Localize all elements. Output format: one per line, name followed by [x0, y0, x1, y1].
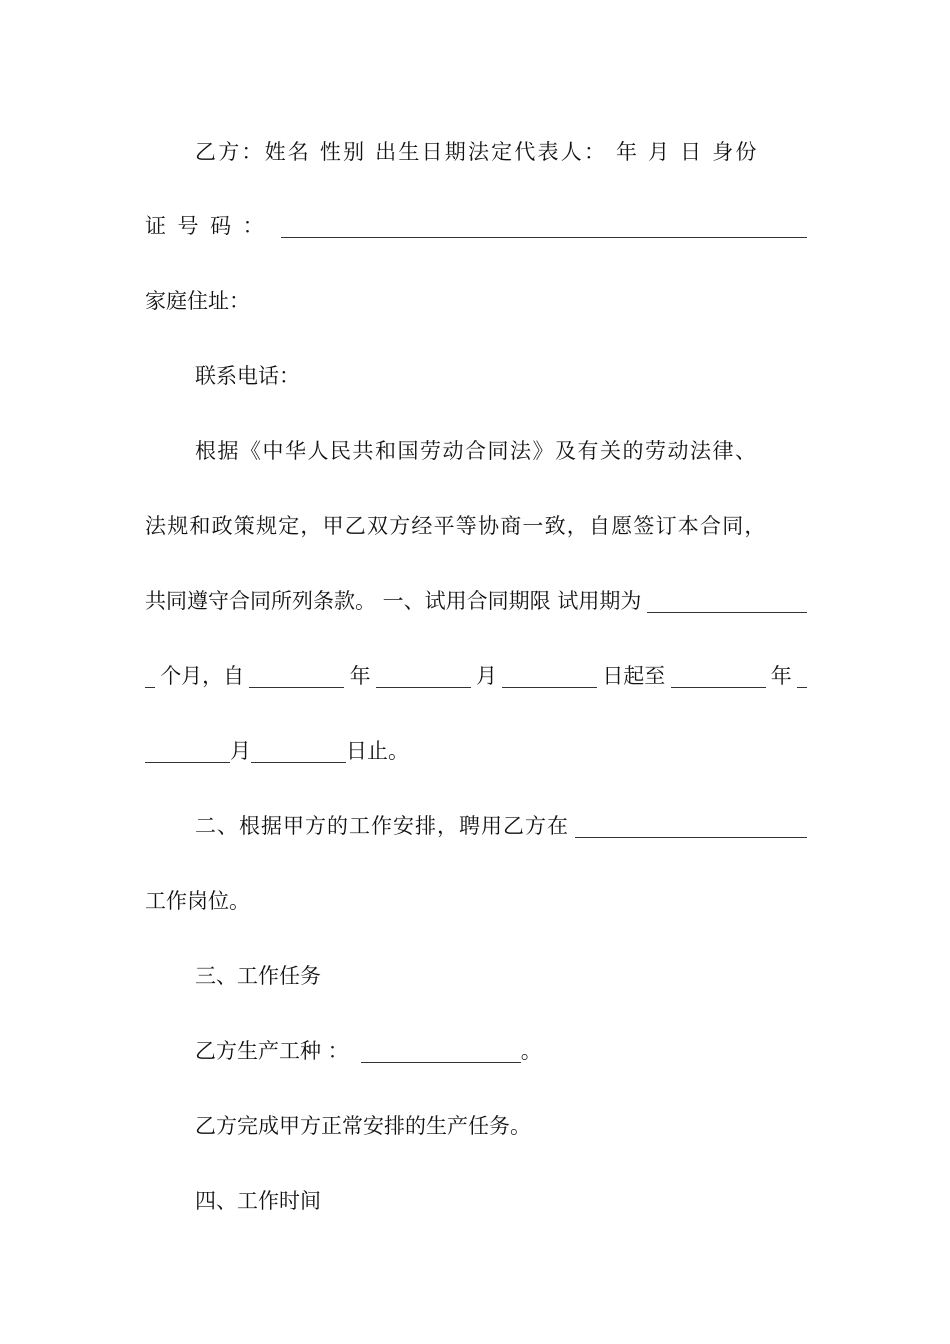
section-2-line-1	[195, 806, 807, 846]
job-type-label: 乙方生产工种 ：	[195, 1039, 349, 1063]
paragraph-1-line-3	[145, 581, 807, 621]
month-text-2: 月	[230, 739, 251, 763]
address-label: 家庭住址：	[145, 289, 250, 313]
end-month-blank-start[interactable]	[797, 661, 807, 688]
start-day-blank[interactable]	[502, 661, 597, 688]
task-line	[195, 1106, 807, 1146]
address-line	[145, 281, 807, 321]
workplace-blank[interactable]	[575, 811, 807, 838]
end-month-blank-end[interactable]	[145, 736, 230, 763]
id-number-line	[145, 206, 807, 246]
party-b-line	[195, 132, 807, 172]
job-type-line	[195, 1031, 807, 1071]
trial-months-blank-start[interactable]	[647, 586, 807, 613]
id-number-blank[interactable]	[281, 211, 807, 238]
paragraph-1-text-1: 根据《中华人民共和国劳动合同法》及有关的劳动法律、	[195, 439, 758, 463]
day-stop-text: 日止。	[346, 739, 409, 763]
section-2-text: 二、根据甲方的工作安排，聘用乙方在	[195, 814, 569, 838]
job-type-blank[interactable]	[361, 1036, 521, 1063]
paragraph-1-line-1	[195, 431, 807, 471]
section-4-title: 四、工作时间	[195, 1189, 321, 1213]
party-b-text: 乙方：姓名 性别 出生日期法定代表人： 年 月 日 身份	[195, 140, 759, 164]
months-from-text: 个月，自	[160, 664, 245, 688]
month-text-1: 月	[475, 664, 497, 688]
end-year-blank[interactable]	[671, 661, 766, 688]
paragraph-1-line-2	[145, 506, 807, 546]
paragraph-1-text-3: 共同遵守合同所列条款。 一、试用合同期限 试用期为	[145, 589, 642, 613]
section-3-title: 三、工作任务	[195, 964, 321, 988]
section-4-heading	[195, 1181, 807, 1221]
task-text: 乙方完成甲方正常安排的生产任务。	[195, 1114, 531, 1138]
job-type-end: 。	[520, 1039, 542, 1063]
id-number-label: 证号码：	[145, 214, 276, 238]
start-month-blank[interactable]	[376, 661, 471, 688]
paragraph-1-line-4	[145, 656, 807, 696]
section-2-line-2	[145, 881, 807, 921]
start-year-blank[interactable]	[249, 661, 344, 688]
day-until-text: 日起至	[602, 664, 666, 688]
year-text-2: 年	[770, 664, 792, 688]
trial-months-blank-end[interactable]	[145, 661, 155, 688]
work-position-text: 工作岗位。	[145, 889, 250, 913]
year-text-1: 年	[349, 664, 371, 688]
paragraph-1-text-2: 法规和政策规定，甲乙双方经平等协商一致，自愿签订本合同，	[145, 514, 767, 538]
section-3-heading	[195, 956, 807, 996]
paragraph-1-line-5	[145, 731, 807, 771]
phone-line	[195, 356, 807, 396]
end-day-blank[interactable]	[251, 736, 346, 763]
phone-label: 联系电话：	[195, 364, 300, 388]
